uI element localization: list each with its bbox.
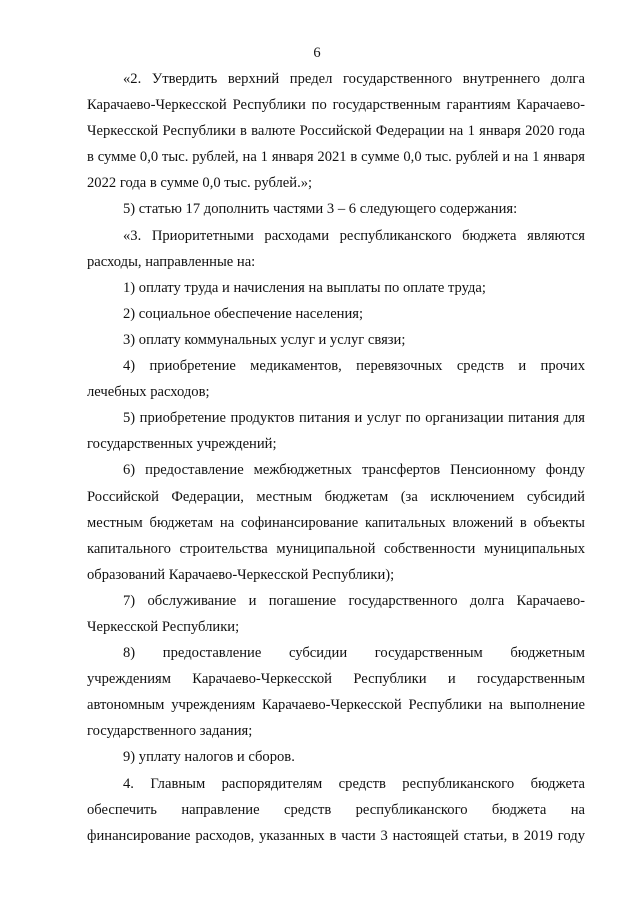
text-line: 5) приобретение продуктов питания и услуг по организации питания для	[123, 410, 585, 427]
text-line: 2022 года в сумме 0,0 тыс. рублей.»;	[87, 175, 313, 192]
text-line: обеспечить направление средств республиканского бюджета на	[87, 801, 585, 818]
text-line: расходы, направленные на:	[87, 253, 256, 270]
text-line: 9) уплату налогов и сборов.	[123, 749, 295, 766]
text-line: 6) предоставление межбюджетных трансфертов Пенсионному фонду	[123, 462, 585, 479]
text-line: 3) оплату коммунальных услуг и услуг связи;	[123, 331, 406, 348]
text-line: учреждениям Карачаево-Черкесской Республики и государственным	[87, 671, 585, 688]
text-line: финансирование расходов, указанных в части 3 настоящей статьи, в 2019 году	[87, 827, 585, 844]
text-line: 5) статью 17 дополнить частями 3 – 6 следующего содержания:	[123, 201, 518, 218]
text-line: Черкесской Республики в валюте Российской Федерации на 1 января 2020 года	[87, 123, 585, 140]
text-line: лечебных расходов;	[87, 384, 210, 401]
document-body	[87, 66, 585, 849]
text-line: 8) предоставление субсидии государственным бюджетным	[123, 645, 585, 662]
text-line: «2. Утвердить верхний предел государственного внутреннего долга	[123, 71, 585, 87]
text-line: 2) социальное обеспечение населения;	[123, 305, 364, 322]
text-line: в сумме 0,0 тыс. рублей, на 1 января 2021 в сумме 0,0 тыс. рублей и на 1 января	[87, 149, 585, 166]
text-line: капитального строительства муниципальной собственности муниципальных	[87, 540, 585, 557]
text-line: автономным учреждениям Карачаево-Черкесской Республики на выполнение	[87, 697, 585, 714]
text-line: образований Карачаево-Черкесской Республики);	[87, 566, 395, 583]
text-line: Черкесской Республики;	[87, 618, 240, 635]
page-number: 6	[313, 45, 321, 61]
text-line: 1) оплату труда и начисления на выплаты по оплате труда;	[123, 279, 486, 296]
text-line: государственного задания;	[87, 723, 253, 740]
text-line: 4. Главным распорядителям средств республиканского бюджета	[123, 775, 585, 792]
text-line: «3. Приоритетными расходами республиканского бюджета являются	[123, 227, 585, 244]
text-line: Карачаево-Черкесской Республики по государственным гарантиям Карачаево-	[87, 97, 585, 114]
text-line: 7) обслуживание и погашение государственного долга Карачаево-	[123, 592, 585, 609]
text-line: государственных учреждений;	[87, 436, 277, 453]
text-line: Российской Федерации, местным бюджетам (за исключением субсидий	[87, 488, 585, 505]
text-line: 4) приобретение медикаментов, перевязочных средств и прочих	[123, 358, 585, 375]
text-line: местным бюджетам на софинансирование капитальных вложений в объекты	[87, 514, 585, 531]
